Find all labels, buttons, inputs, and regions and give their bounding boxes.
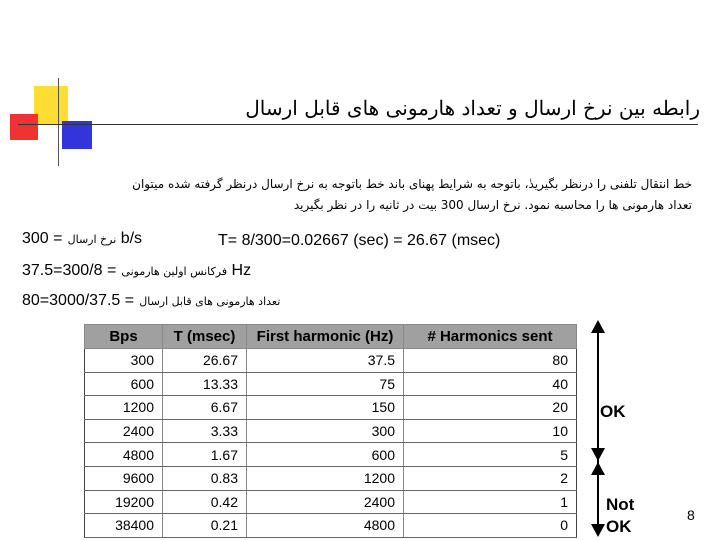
table-row	[85, 466, 577, 490]
cell-harmonics-sent: 5	[404, 443, 577, 467]
cell-harmonics-sent: 1	[404, 490, 577, 514]
cell-bps: 300	[85, 349, 163, 373]
cell-harmonics-sent: 20	[404, 396, 577, 420]
cell-period: 26.67	[163, 349, 247, 373]
header-bps: Bps	[85, 325, 163, 349]
cell-first-harmonic: 1200	[247, 466, 404, 490]
arrow-up-icon	[590, 320, 606, 334]
table-row	[85, 372, 577, 396]
not-ok-line-1: Not	[606, 495, 635, 514]
first-harmonic-label: فرکانس اولین هارمونی	[121, 265, 228, 278]
header-harmonics-sent: # Harmonics sent	[404, 325, 577, 349]
cell-harmonics-sent: 2	[404, 466, 577, 490]
cell-bps: 38400	[85, 514, 163, 538]
not-ok-line-2: OK	[606, 517, 632, 536]
rate-label: نرخ ارسال	[67, 233, 117, 246]
decor-red-square	[10, 114, 38, 140]
decor-blue-square	[62, 121, 92, 149]
cell-period: 0.83	[163, 466, 247, 490]
cell-period: 0.42	[163, 490, 247, 514]
harmonics-table	[84, 324, 577, 538]
cell-harmonics-sent: 0	[404, 514, 577, 538]
cell-first-harmonic: 4800	[247, 514, 404, 538]
harmonic-count-label: تعداد هارمونی های قابل ارسال	[139, 295, 281, 308]
header-period: T (msec)	[163, 325, 247, 349]
cell-period: 3.33	[163, 419, 247, 443]
cell-bps: 9600	[85, 466, 163, 490]
cell-period: 1.67	[163, 443, 247, 467]
page-number: 8	[687, 507, 695, 523]
rate-value: = 300 b/s	[22, 230, 143, 247]
cell-harmonics-sent: 40	[404, 372, 577, 396]
cell-bps: 19200	[85, 490, 163, 514]
rate-line	[22, 228, 142, 248]
cell-period: 0.21	[163, 514, 247, 538]
table-body	[85, 349, 577, 538]
cell-first-harmonic: 300	[247, 419, 404, 443]
cell-harmonics-sent: 80	[404, 349, 577, 373]
header-first-harmonic: First harmonic (Hz)	[247, 325, 404, 349]
cell-bps: 2400	[85, 419, 163, 443]
table-row	[85, 396, 577, 420]
table-header-row	[85, 325, 577, 349]
cell-first-harmonic: 600	[247, 443, 404, 467]
intro-line-1: خط انتقال تلفنی را درنظر بگیریدٰ، باتوجه به شرایط پهنای باند خط باتوجه به نرخ ارسال درنظر گرفته شده میتوان	[132, 177, 692, 191]
harmonic-count-value: = 3000/37.5=80	[22, 292, 135, 309]
cell-first-harmonic: 75	[247, 372, 404, 396]
decor-vertical-line	[58, 78, 59, 166]
cell-first-harmonic: 150	[247, 396, 404, 420]
first-harmonic-value: = 300/8=37.5 Hz	[22, 262, 252, 279]
first-harmonic-line	[22, 260, 251, 280]
table-row	[85, 490, 577, 514]
cell-bps: 4800	[85, 443, 163, 467]
table-row	[85, 349, 577, 373]
intro-paragraph	[40, 174, 692, 216]
cell-first-harmonic: 2400	[247, 490, 404, 514]
arrow-up-icon	[590, 462, 606, 476]
table-row	[85, 514, 577, 538]
arrow-down-icon	[590, 448, 606, 462]
ok-annotation: OK	[600, 402, 626, 421]
cell-bps: 600	[85, 372, 163, 396]
period-line: T= 8/300=0.02667 (sec) = 26.67 (msec)	[218, 232, 501, 249]
table-row	[85, 443, 577, 467]
arrow-down-icon	[590, 524, 606, 538]
cell-first-harmonic: 37.5	[247, 349, 404, 373]
threshold-line	[597, 330, 599, 528]
intro-line-2: تعداد هارمونی ها را محاسبه نمود. نرخ ارسال 300 بیت در ثانیه را در نظر بگیرید	[293, 198, 692, 212]
cell-harmonics-sent: 10	[404, 419, 577, 443]
slide-title: رابطه بین نرخ ارسال و تعداد هارمونی های قابل ارسال	[245, 96, 700, 120]
cell-period: 13.33	[163, 372, 247, 396]
table-row	[85, 419, 577, 443]
not-ok-annotation	[606, 494, 634, 538]
harmonic-count-line	[22, 290, 280, 310]
decor-yellow-square	[34, 86, 68, 124]
cell-bps: 1200	[85, 396, 163, 420]
title-underline	[18, 124, 698, 125]
cell-period: 6.67	[163, 396, 247, 420]
